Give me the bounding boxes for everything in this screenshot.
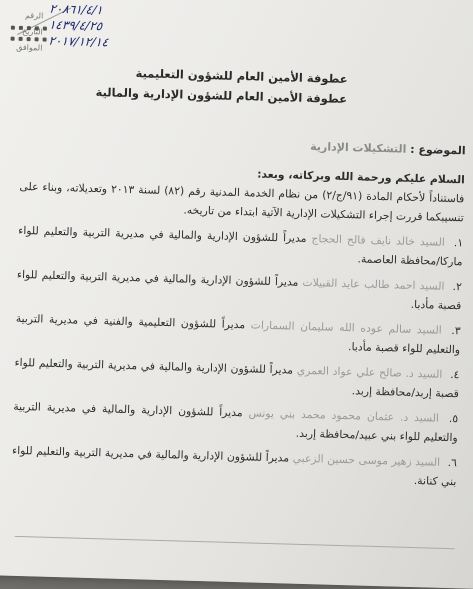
item-text: مديراً للشؤون الإدارية والمالية في مديرية التربية والتعليم للواء بني عبيد/محافظة إربد. bbox=[13, 399, 458, 445]
item-text: مديراً للشؤون الإدارية والمالية في مديرية التربية والتعليم للواء ماركا/محافظة العاصمة. bbox=[18, 223, 463, 269]
reference-block bbox=[48, 1, 109, 51]
recipient-line-1: عطوفة الأمين العام للشؤون التعليمية bbox=[135, 66, 348, 87]
intro-paragraph: فاستناداً لأحكام المادة (٩١/ج/٢) من نظام الخدمة المدنية رقم (٨٢) لسنة ٢٠١٣ وتعديلاته، وبناء على تنسيبكما قررت إجراء التشكيلات الإدارية الآتية ابتداء من تاريخه. bbox=[19, 179, 465, 225]
item-name: السيد سالم عوده الله سليمان السمارات bbox=[250, 318, 442, 337]
item-name: السيد د. صالح علي عواد العمري bbox=[296, 363, 443, 381]
recipient-block bbox=[95, 62, 348, 109]
subject-text: التشكيلات الإدارية bbox=[310, 140, 407, 156]
ref-label-number: الرقم bbox=[24, 11, 44, 21]
ref-label-equivalent: الموافق bbox=[16, 42, 43, 53]
subject-line bbox=[310, 140, 466, 157]
greeting: السلام عليكم ورحمة الله وبركاته، وبعد: bbox=[257, 167, 466, 187]
appointment-list bbox=[11, 221, 463, 491]
item-number: ٢. bbox=[452, 280, 463, 294]
list-item bbox=[11, 441, 457, 491]
recipient-line-2: عطوفة الأمين العام للشؤون الإدارية والمالية bbox=[95, 85, 348, 107]
item-name: السيد احمد طالب عايد القبيلات bbox=[302, 275, 445, 293]
item-number: ٤. bbox=[449, 368, 460, 382]
list-item bbox=[14, 353, 460, 403]
reference-gregorian-date: ٢٠١٧/١٢/١٤ bbox=[47, 33, 110, 50]
item-number: ٥. bbox=[448, 412, 459, 426]
item-text: مديراً للشؤون الإدارية والمالية في مديرية التربية والتعليم للواء قصبة إربد/محافظة إربد. bbox=[14, 355, 460, 401]
item-name: السيد د. عثمان محمود محمد بني يونس bbox=[248, 406, 440, 425]
reference-number: ٢٠٨٦١/٤/١ bbox=[48, 1, 104, 18]
item-name: السيد خالد نايف فالح الحجاج bbox=[311, 232, 446, 249]
item-text: مديراً للشؤون الإدارية والمالية في مديرية التربية والتعليم للواء قصبة مأدبا. bbox=[16, 267, 462, 313]
item-number: ٣. bbox=[451, 324, 461, 338]
list-item bbox=[17, 221, 463, 271]
letter-body bbox=[11, 158, 465, 497]
item-name: السيد زهير موسى حسين الزعبي bbox=[292, 451, 441, 469]
footer-divider bbox=[15, 536, 455, 549]
item-number: ١. bbox=[453, 236, 464, 250]
item-text: مديراً للشؤون الإدارية والمالية في مديرية التربية والتعليم للواء بني كنانة. bbox=[11, 443, 457, 489]
reference-labels bbox=[6, 8, 43, 57]
list-item bbox=[16, 265, 462, 315]
item-text: مديراً للشؤون التعليمية والفنية في مديرية التربية والتعليم للواء قصبة مأدبا. bbox=[15, 311, 461, 357]
reference-hijri-date: ١٤٣٩/٤/٢٥ bbox=[48, 17, 104, 34]
ref-label-date: التاريخ bbox=[21, 26, 43, 37]
item-number: ٦. bbox=[447, 455, 458, 470]
subject-label: الموضوع : bbox=[410, 142, 466, 158]
list-item bbox=[15, 309, 461, 359]
list-item bbox=[13, 397, 459, 447]
